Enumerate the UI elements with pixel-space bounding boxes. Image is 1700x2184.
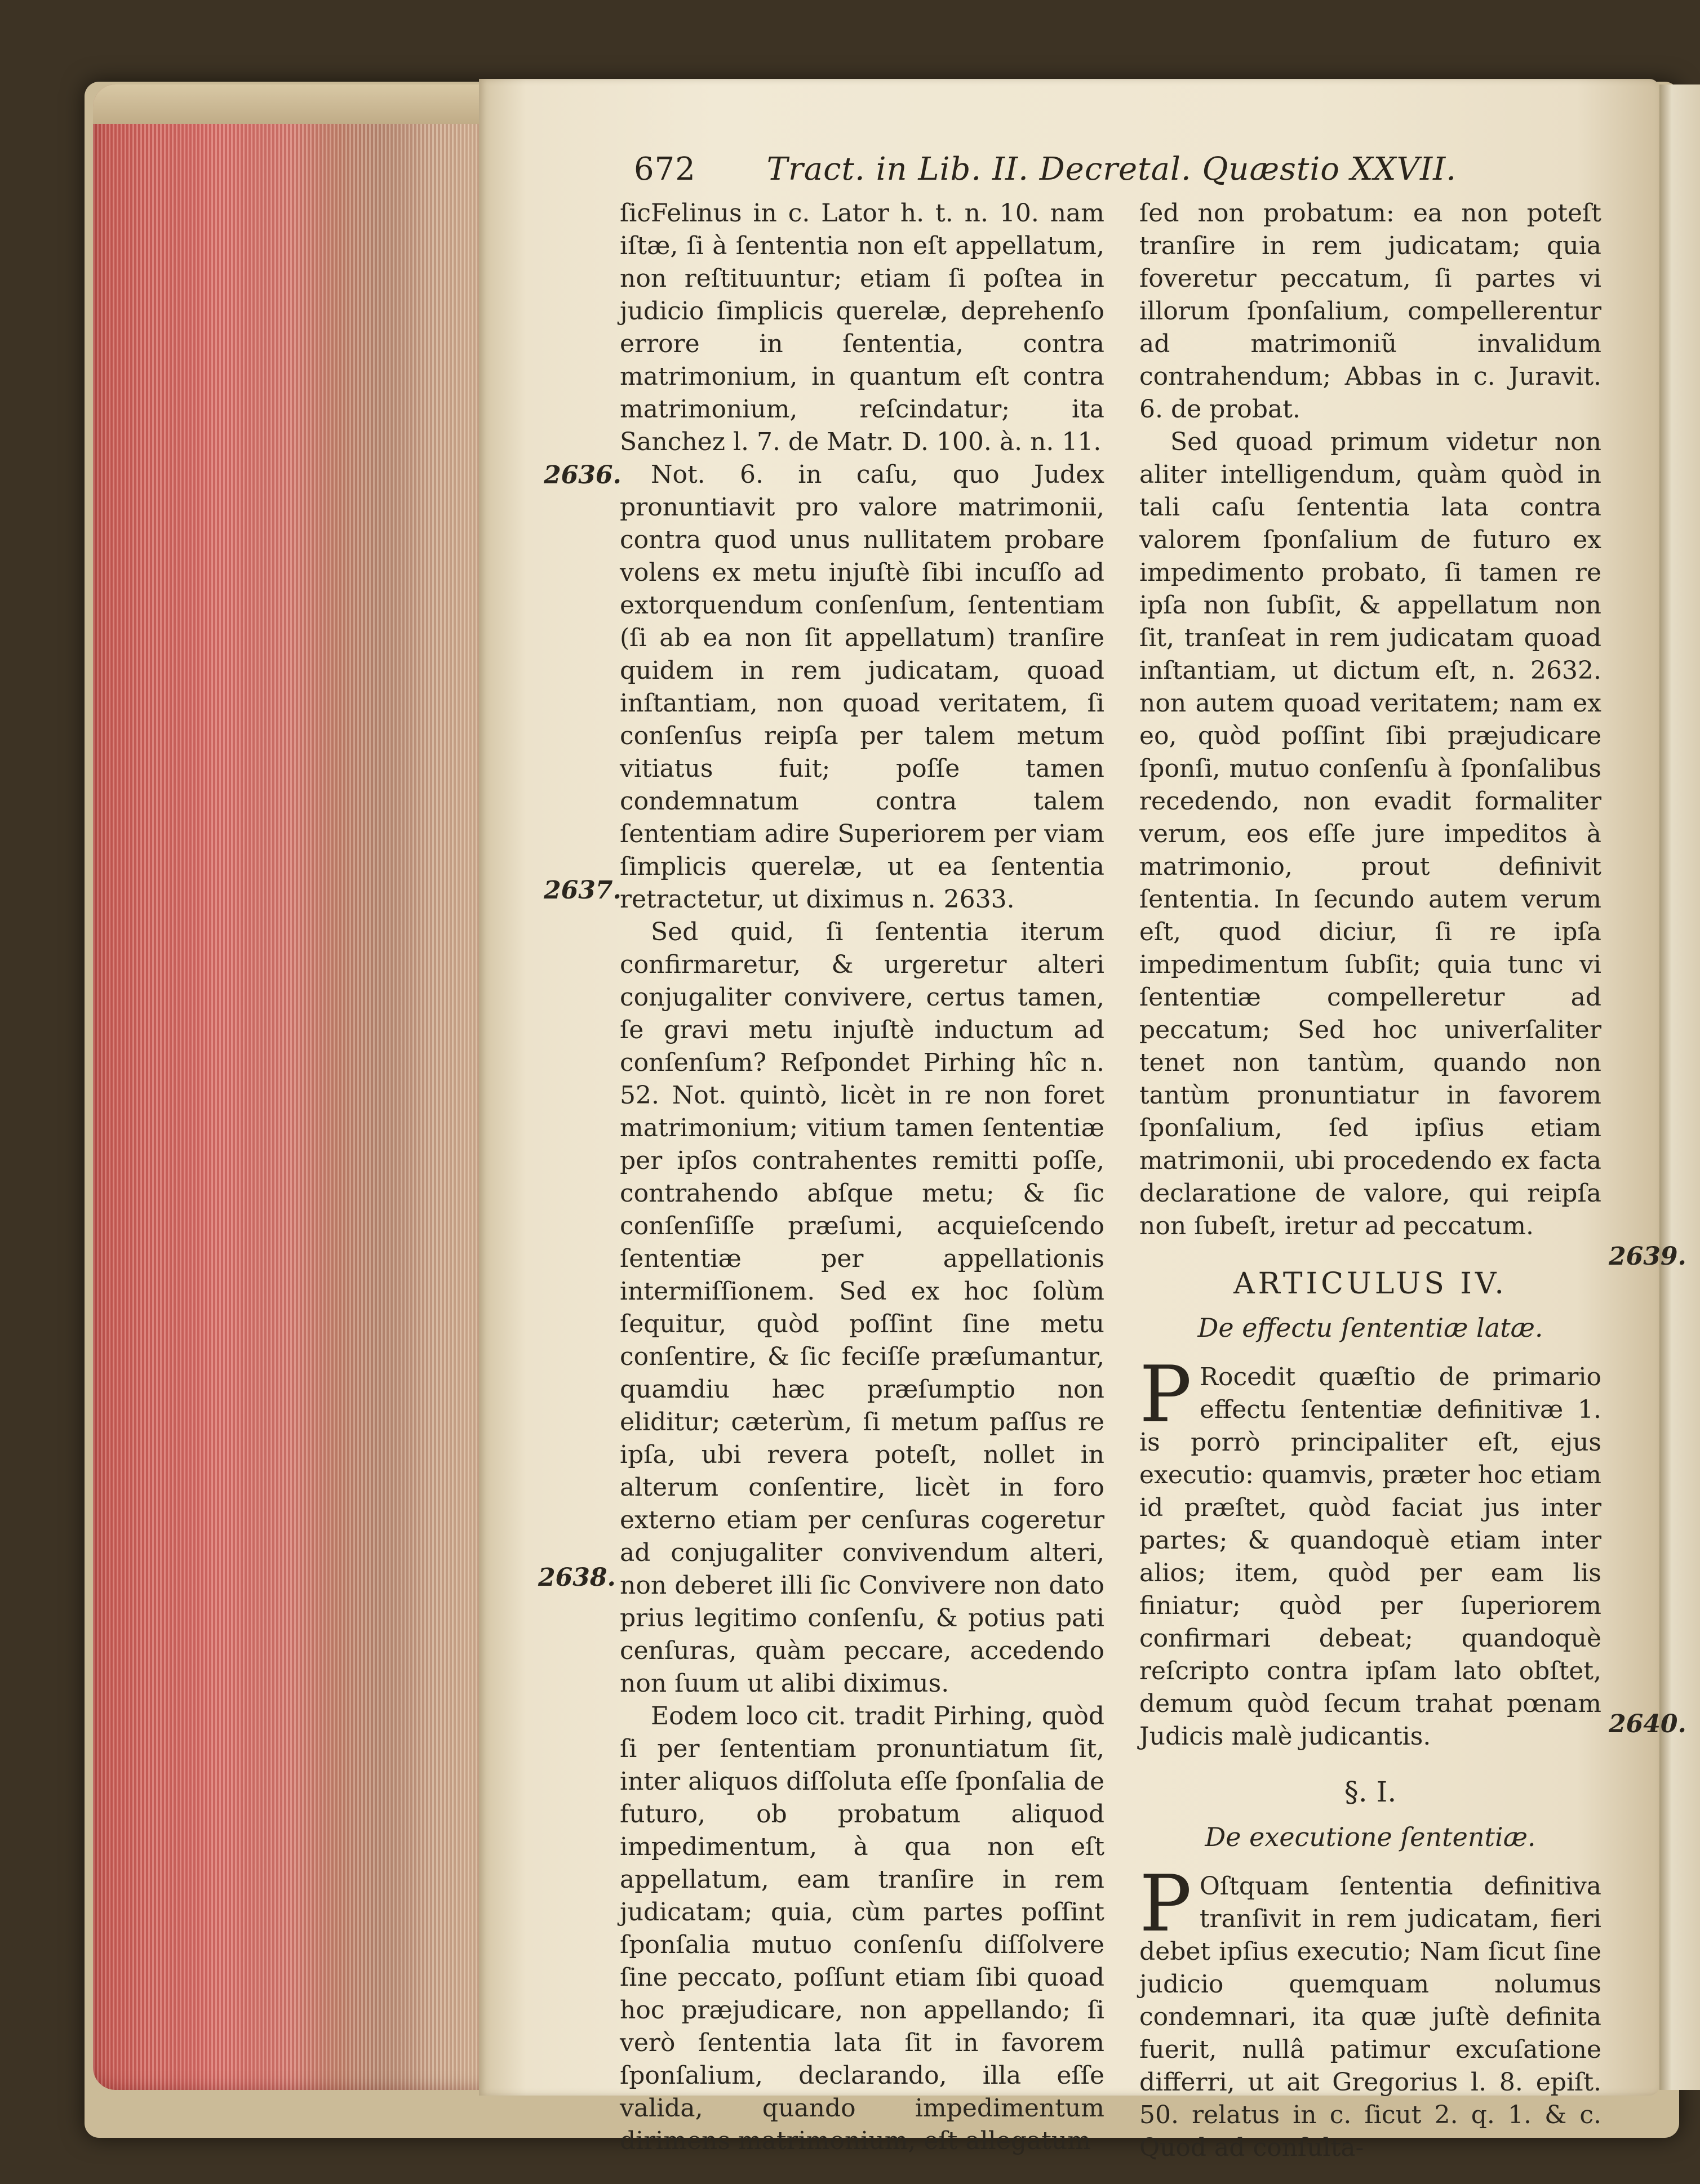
right-paragraph-2: Sed quoad primum videtur non aliter intelligendum, quàm quòd in tali caſu ſententia lata contra valorem ſponſalium de futuro ex impedimento probato, ſi tamen re ipſa non ſubſit, & appellatum non ſit, tranſeat in rem judicatam quoad inſtantiam, ut dictum eſt, n. 2632. non autem quoad veritatem; nam ex eo, quòd poſſint ſibi præjudicare ſponſi, mutuo conſenſu à ſponſalibus recedendo, non evadit formaliter verum, eos eſſe jure impeditos à matrimonio, prout definivit ſententia. In ſecundo autem verum eſt, quod diciur, ſi re ipſa impedimentum ſubſit; quia tunc vi ſententiæ compelleretur ad peccatum; Sed hoc univerſaliter tenet non tantùm, quando non tantùm pronuntiatur in favorem ſponſalium, ſed ipſius etiam matrimonii, ubi procedendo ex facta declaratione de valore, qui reipſa non ſubeſt, iretur ad peccatum. — [1139, 428, 1601, 1240]
left-paragraph-3: Sed quid, ſi ſententia iterum confirmaretur, & urgeretur alteri conjugaliter convivere, certus tamen, ſe gravi metu injuſtè inductum ad conſenſum? Reſpondet Pirhing hîc n. 52. Not. quintò, licèt in re non foret matrimonium; vitium tamen ſententiæ per ipſos contrahentes remitti poſſe, contrahendo abſque metu; & ſic conſenſiſſe præſumi, acquieſcendo ſententiæ per appellationis intermiſſionem. Sed ex hoc ſolùm ſequitur, quòd poſſint ſine metu conſentire, & ſic feciſſe præſumantur, quamdiu hæc præſumptio non eliditur; cæterùm, ſi metum paſſus re ipſa, ubi revera poteſt, nollet in alterum conſentire, licèt in foro externo etiam per cenſuras cogeretur ad conjugaliter convivendum alteri, non deberet illi ſic Convivere non dato prius legitimo conſenſu, & potius pati cenſuras, quàm peccare, accedendo non ſuum ut alibi diximus. — [620, 918, 1104, 1698]
left-paragraph-4: Eodem loco cit. tradit Pirhing, quòd ſi per ſententiam pronuntiatum ſit, inter aliquos diſſoluta eſſe ſponſalia de futuro, ob probatum aliquod impedimentum, à qua non eſt appellatum, eam tranſire in rem judicatam; quia, cùm partes poſſint ſponſalia mutuo conſenſu diſſolvere ſine peccato, poſſunt etiam ſibi quoad hoc præjudicare, non appellando; ſi verò ſententia lata ſit in favorem ſponſalium, declarando, illa eſſe valida, quando impedimentum dirimens matrimonium, eſt allegatum — [620, 1702, 1104, 2155]
right-paragraph-3-text: Rocedit quæſtio de primario effectu ſententiæ definitivæ 1. is porrò principaliter eſt, ejus executio: quamvis, præter hoc etiam id præſtet, quòd faciat jus inter partes; & quandoquè etiam inter alios; item, quòd per eam lis finiatur; quòd per ſuperiorem confirmari debeat; quandoquè reſcripto contra ipſam lato obſtet, demum quòd ſecum trahat pœnam Judicis malè judicantis. — [1139, 1363, 1601, 1751]
right-column — [1139, 197, 1601, 2164]
right-paragraph-4-text: Oſtquam ſententia definitiva tranſivit in rem judicatam, fieri debet ipſius executio; Nam ſicut ſine judicio quemquam nolumus condemnari, ita quæ juſtè definita fuerit, nullâ patimur excuſatione differri, ut ait Gregorius l. 8. epiſt. 50. relatus in c. ſicut 2. q. 1. & c. Quod ad conſulta- — [1139, 1872, 1601, 2162]
right-paragraph-1: ſed non probatum: ea non poteſt tranſire in rem judicatam; quia foveretur peccatum, ſi partes vi illorum ſponſalium, compellerentur ad matrimoniũ invalidum contrahendum; Abbas in c. Juravit. 6. de probat. — [1139, 199, 1601, 424]
drop-cap-1: P — [1139, 1349, 1192, 1440]
margin-number-2640: 2640. — [1609, 1710, 1686, 1738]
right-paragraph-3 — [1139, 1349, 1601, 1753]
left-column — [620, 197, 1104, 2158]
left-paragraph-1: ſicFelinus in c. Lator h. t. n. 10. nam iſtæ, ſi à ſententia non eſt appellatum, non reſtituuntur; etiam ſi poſtea in judicio ſimplicis querelæ, deprehenſo errore in ſententia, contra matrimonium, in quantum eſt contra matrimonium, reſcindatur; ita Sanchez l. 7. de Matr. D. 100. à. n. 11. — [620, 199, 1104, 456]
page-edges-red — [93, 84, 487, 2090]
article-subheading: De effectu ſententiæ latæ. — [1197, 1313, 1543, 1343]
drop-cap-2: P — [1139, 1858, 1192, 1949]
margin-number-2639: 2639. — [1609, 1242, 1686, 1271]
page-edges-top — [93, 84, 487, 124]
section-title: De executione ſententiæ. — [1205, 1822, 1536, 1852]
article-heading: ARTICULUS IV. — [1233, 1267, 1507, 1301]
right-paragraph-4 — [1139, 1858, 1601, 2164]
margin-number-2638: 2638. — [538, 1563, 616, 1592]
margin-number-2637: 2637. — [544, 876, 622, 905]
margin-number-2636: 2636. — [544, 461, 622, 490]
section-marker: §. I. — [1344, 1776, 1397, 1808]
facing-page-sliver — [1659, 84, 1700, 2090]
running-title: Tract. in Lib. II. Decretal. Quæstio XXVII. — [766, 151, 1457, 188]
left-paragraph-2: Not. 6. in caſu, quo Judex pronuntiavit pro valore matrimonii, contra quod unus nullitatem probare volens ex metu injuſtè ſibi incuſſo ad extorquendum conſenſum, ſententiam (ſi ab ea non ſit appellatum) tranſire quidem in rem judicatam, quoad inſtantiam, non quoad veritatem, ſi conſenſus reipſa per talem metum vitiatus fuit; poſſe tamen condemnatum contra talem ſententiam adire Superiorem per viam ſimplicis querelæ, ut ea ſententia retractetur, ut diximus n. 2633. — [620, 460, 1104, 914]
page-number: 672 — [634, 151, 696, 188]
